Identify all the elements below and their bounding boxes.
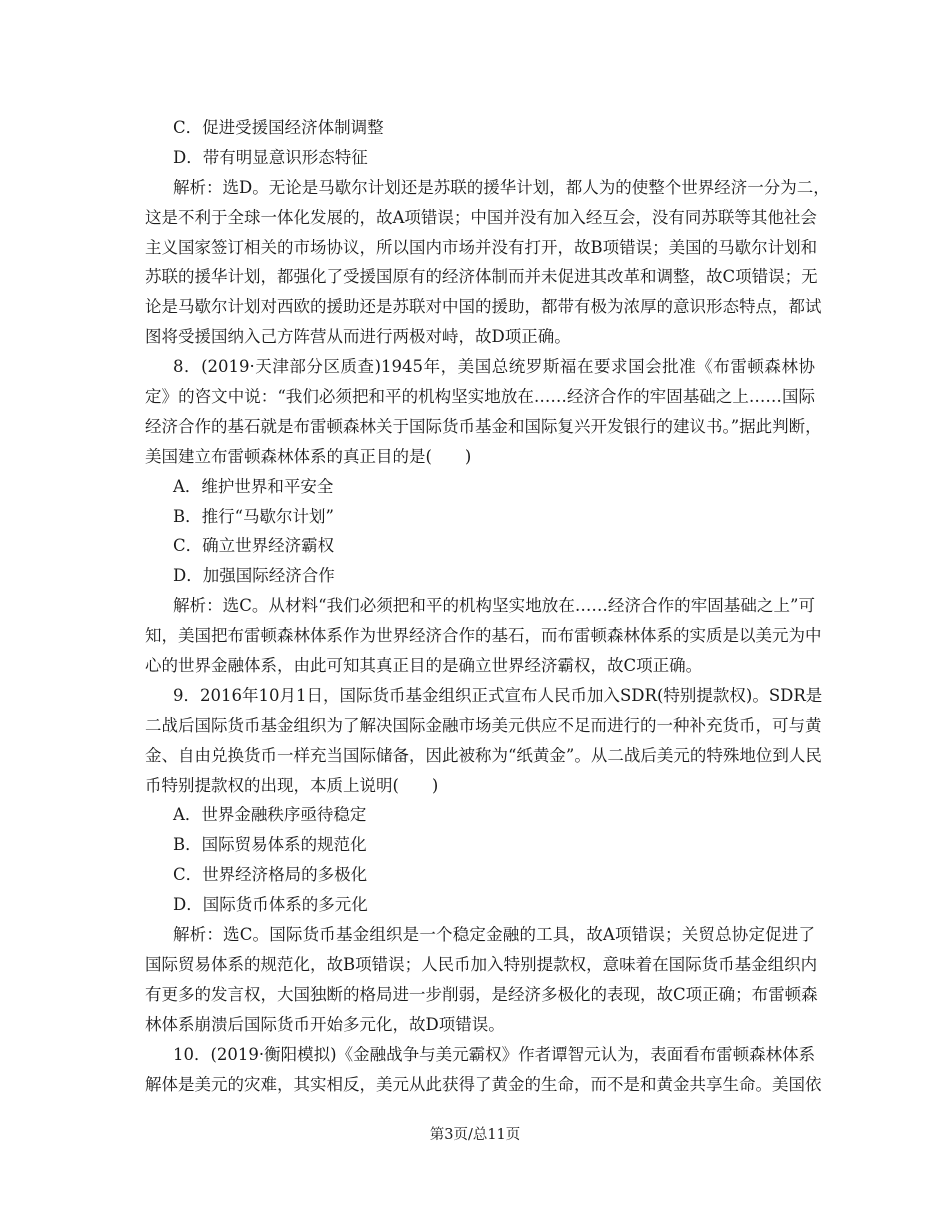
- answer-option-line: D．加强国际经济合作: [173, 566, 335, 586]
- text-line: 美国建立布雷顿森林体系的真正目的是( ): [145, 446, 472, 466]
- answer-option-line: A．维护世界和平安全: [173, 476, 334, 496]
- text-line: 图将受援国纳入己方阵营从而进行两极对峙，故D项正确。: [145, 327, 571, 347]
- text-line: 二战后国际货币基金组织为了解决国际金融市场美元供应不足而进行的一种补充货币，可与黄: [145, 715, 822, 735]
- text-line: 国际贸易体系的规范化，故B项错误；人民币加入特别提款权，意味着在国际货币基金组织内: [145, 954, 818, 974]
- answer-option-line: D．带有明显意识形态特征: [173, 147, 368, 167]
- text-line: 10．(2019·衡阳模拟)《金融战争与美元霸权》作者谭智元认为，表面看布雷顿森林体系: [173, 1044, 816, 1064]
- text-line: 知，美国把布雷顿森林体系作为世界经济合作的基石，而布雷顿森林体系的实质是以美元为中: [145, 626, 822, 646]
- text-line: 币特别提款权的出现，本质上说明( ): [145, 775, 439, 795]
- answer-option-line: B．国际贸易体系的规范化: [173, 835, 367, 855]
- text-line: 这是不利于全球一体化发展的，故A项错误；中国并没有加入经互会，没有同苏联等其他社会: [145, 207, 817, 227]
- text-line: 林体系崩溃后国际货币开始多元化，故D项错误。: [145, 1014, 505, 1034]
- text-line: 金、自由兑换货币一样充当国际储备，因此被称为“纸黄金”。从二战后美元的特殊地位到人民: [145, 745, 822, 765]
- answer-option-line: C．确立世界经济霸权: [173, 536, 335, 556]
- answer-option-line: C．促进受援国经济体制调整: [173, 118, 384, 137]
- answer-option-line: A．世界金融秩序亟待稳定: [173, 805, 367, 825]
- text-line: 解析：选C。从材料“我们必须把和平的机构坚实地放在……经济合作的牢固基础之上”可: [173, 596, 815, 616]
- text-line: 解析：选C。国际货币基金组织是一个稳定金融的工具，故A项错误；关贸总协定促进了: [173, 925, 815, 945]
- answer-option-line: D．国际货币体系的多元化: [173, 895, 368, 915]
- answer-option-line: C．世界经济格局的多极化: [173, 865, 368, 885]
- text-line: 有更多的发言权，大国独断的格局进一步削弱，是经济多极化的表现，故C项正确；布雷顿森: [145, 984, 818, 1004]
- text-line: 经济合作的基石就是布雷顿森林关于国际货币基金和国际复兴开发银行的建议书。”据此判断，: [145, 416, 822, 436]
- page-footer: 第3页/总11页: [429, 1127, 521, 1143]
- text-line: 主义国家签订相关的市场协议，所以国内市场并没有打开，故B项错误；美国的马歇尔计划和: [145, 237, 818, 257]
- text-line: 8．(2019·天津部分区质查)1945年，美国总统罗斯福在要求国会批准《布雷顿森林协: [173, 357, 815, 377]
- answer-option-line: B．推行“马歇尔计划”: [173, 506, 334, 526]
- text-line: 心的世界金融体系，由此可知其真正目的是确立世界经济霸权，故C项正确。: [145, 656, 703, 676]
- text-line: 定》的咨文中说：“我们必须把和平的机构坚实地放在……经济合作的牢固基础之上……国际: [145, 387, 815, 407]
- page-body: [145, 113, 830, 1099]
- text-line: 9．2016年10月1日，国际货币基金组织正式宣布人民币加入SDR(特别提款权)。SDR是: [173, 685, 823, 705]
- text-line: 苏联的援华计划，都强化了受援国原有的经济体制而并未促进其改革和调整，故C项错误；无: [145, 267, 818, 287]
- text-line: 论是马歇尔计划对西欧的援助还是苏联对中国的援助，都带有极为浓厚的意识形态特点，都试: [145, 297, 822, 317]
- text-line: 解析：选D。无论是马歇尔计划还是苏联的援华计划，都人为的使整个世界经济一分为二，: [173, 177, 830, 197]
- text-line: 解体是美元的灾难，其实相反，美元从此获得了黄金的生命，而不是和黄金共享生命。美国依: [145, 1074, 822, 1094]
